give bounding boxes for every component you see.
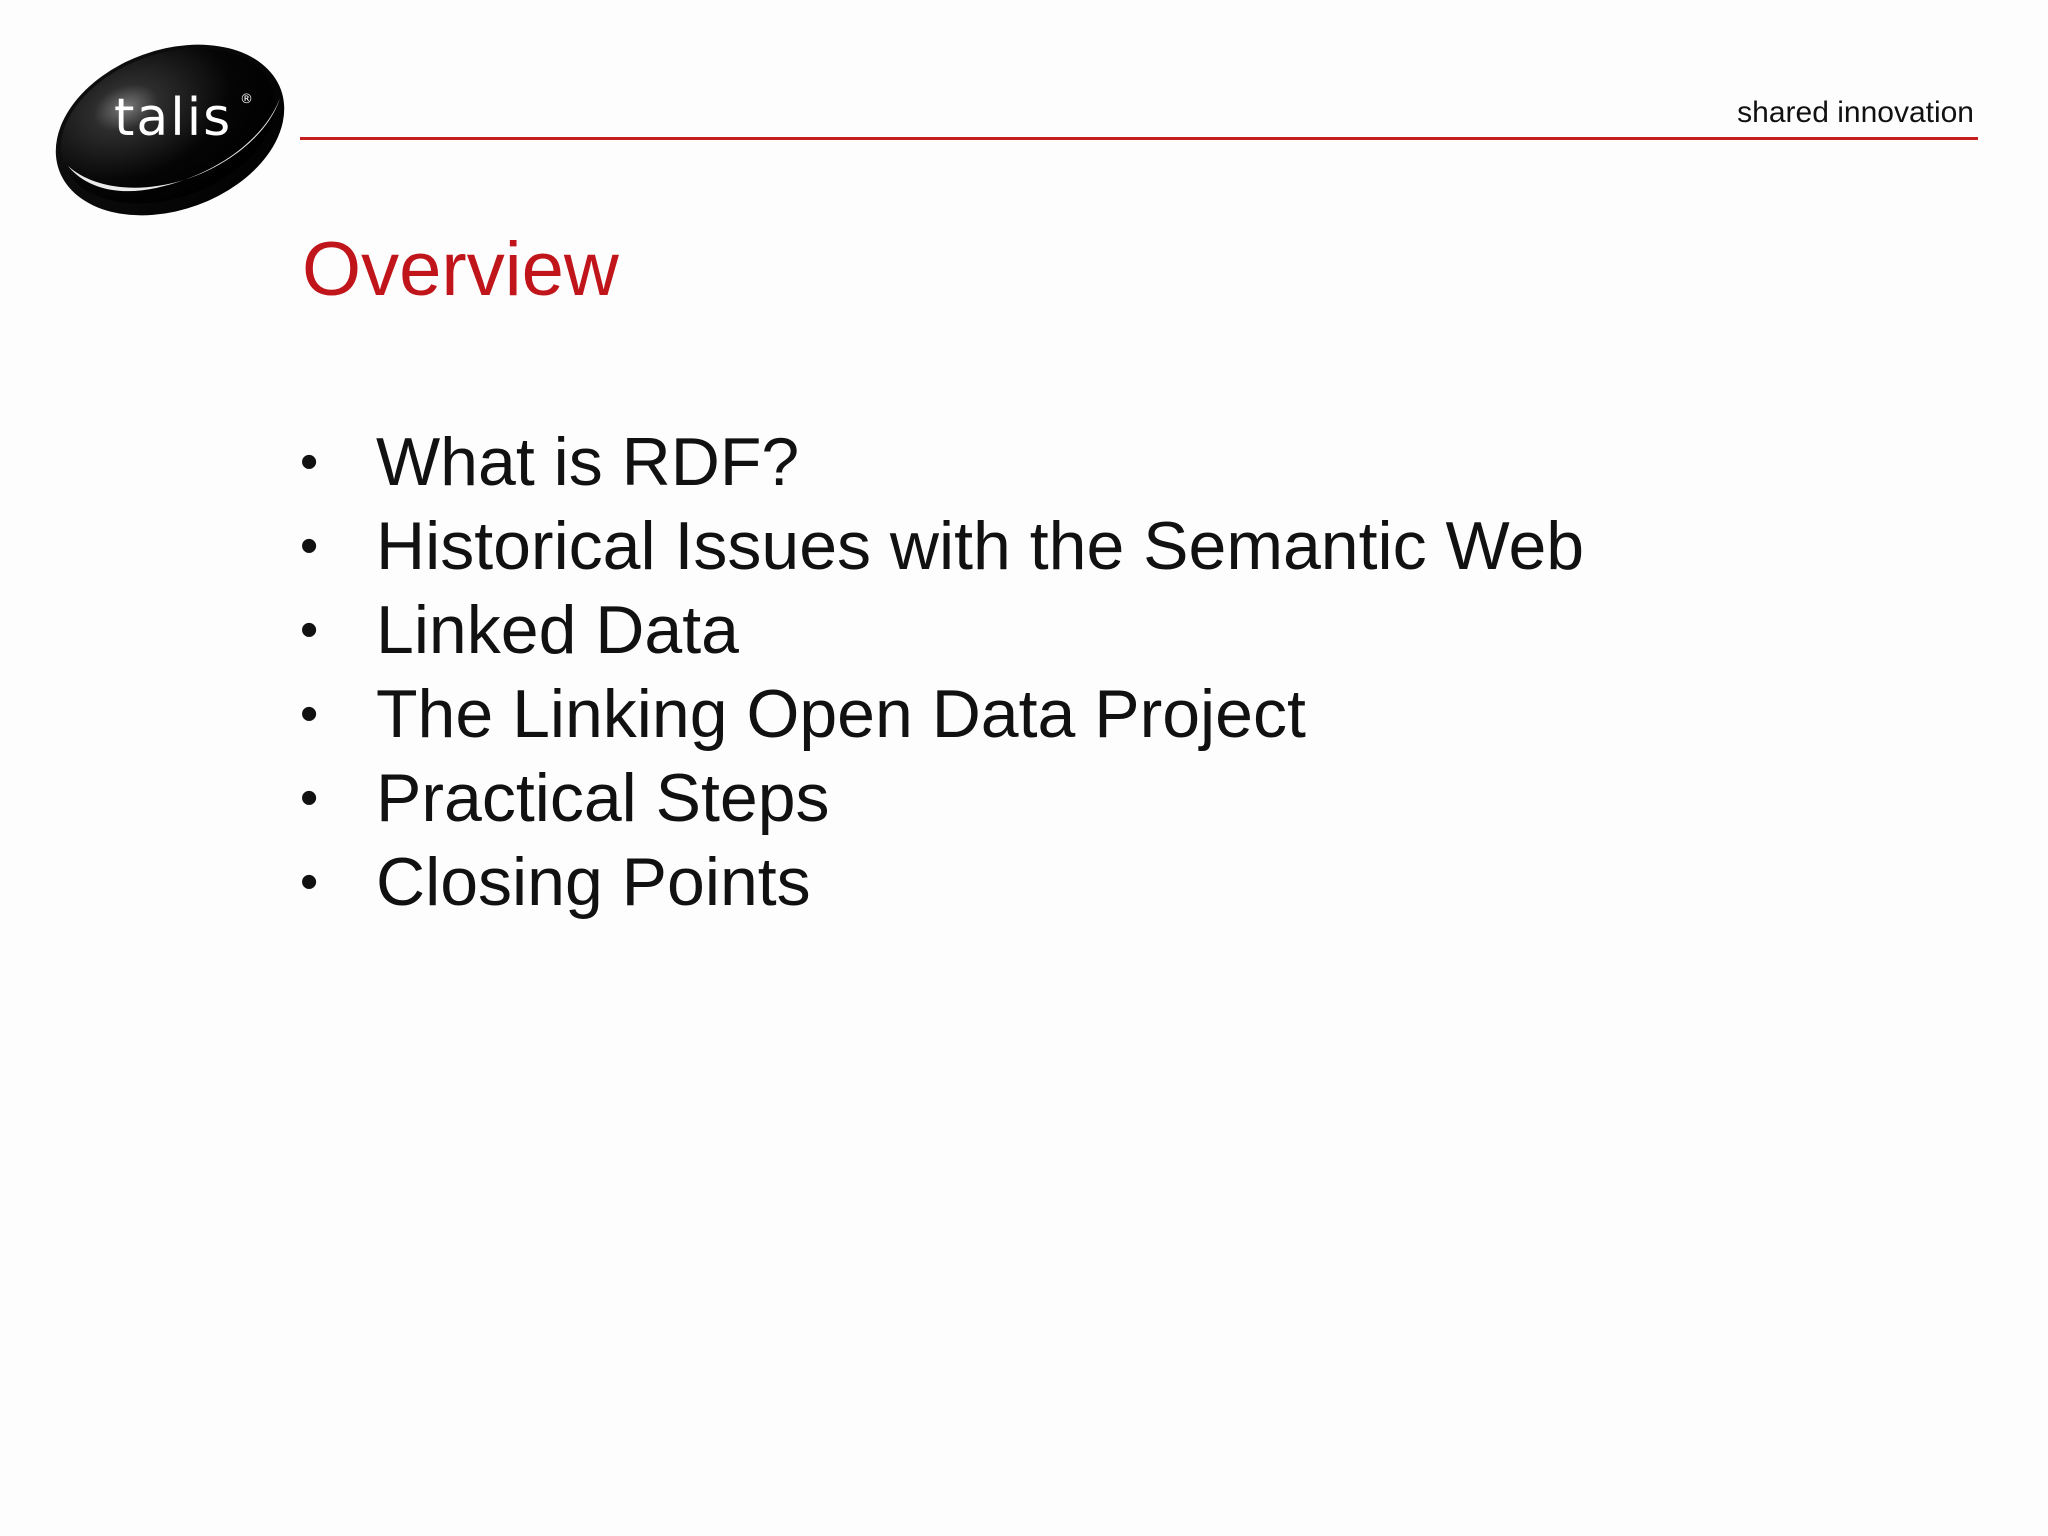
- bullet-item: [300, 672, 1584, 756]
- bullet-item: [300, 756, 1584, 840]
- bullet-text: Historical Issues with the Semantic Web: [376, 508, 1585, 584]
- bullet-item: [300, 504, 1584, 588]
- logo-wordmark: talis: [114, 88, 233, 148]
- bullet-text: The Linking Open Data Project: [376, 676, 1306, 752]
- bullet-icon: •: [300, 685, 319, 743]
- bullet-item: [300, 588, 1584, 672]
- bullet-list: [300, 420, 1584, 924]
- bullet-icon: •: [300, 769, 319, 827]
- bullet-text: Closing Points: [376, 844, 811, 920]
- bullet-icon: •: [300, 517, 319, 575]
- tagline: shared innovation: [1737, 96, 1974, 129]
- bullet-item: [300, 420, 1584, 504]
- registered-mark: ®: [240, 92, 253, 107]
- bullet-text: What is RDF?: [376, 424, 800, 500]
- bullet-text: Linked Data: [376, 592, 739, 668]
- bullet-text: Practical Steps: [376, 760, 830, 836]
- header-rule: [300, 137, 1978, 140]
- bullet-icon: •: [300, 433, 319, 491]
- bullet-icon: •: [300, 601, 319, 659]
- talis-logo: [52, 40, 288, 220]
- bullet-icon: •: [300, 853, 319, 911]
- slide-title: Overview: [302, 227, 619, 312]
- bullet-item: [300, 840, 1584, 924]
